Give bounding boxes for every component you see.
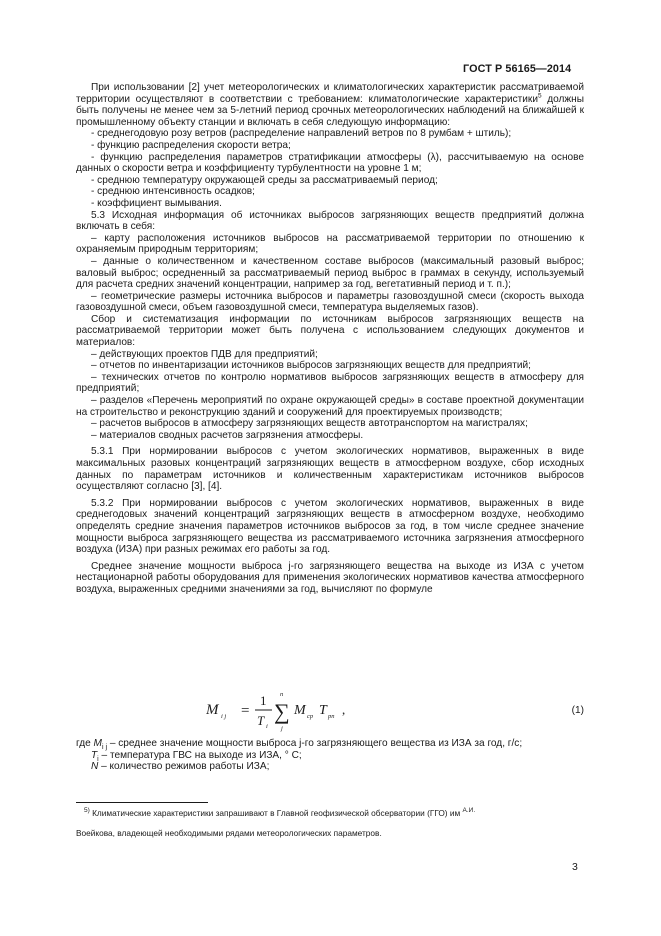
equation-number: (1): [571, 705, 584, 716]
formula-expression: [206, 689, 446, 733]
legend-text: – количество режимов работы ИЗА;: [98, 761, 270, 773]
list-item: - функцию распределения параметров стратификации атмосферы (λ), рассчитываемую на основе данных о скорости ветра и коэффициенту турбулентности на уровне 1 м;: [76, 151, 584, 175]
list-item: – данные о количественном и качественном составе выбросов (максимальный разовый выброс; валовый выброс; осредненный за рассматриваемый период выброс в граммах в секунду, используемый для расчета средних значений концентрации, например за год, вегетативный период и т. п.);: [76, 255, 584, 291]
list-item: – технических отчетов по контролю нормативов выбросов загрязняющих веществ в атмосферу для предприятий;: [76, 371, 584, 395]
footnote-separator: [76, 802, 208, 803]
legend-item: [76, 761, 584, 773]
formula-term-t-sub: pn: [328, 713, 335, 720]
paragraph-text: должны быть получены не менее чем за 5-летний период срочных метеорологических наблюдений на ближайшей к промышленному объекту станции и включать в себя следующую информацию:: [76, 93, 584, 128]
footnote-line-1: [76, 808, 592, 818]
list-item: – отчетов по инвентаризации источников выбросов загрязняющих веществ для предприятий;: [91, 360, 531, 372]
footnote-text: Климатические характеристики запрашивают в Главной геофизической обсерватории (ГГО) им: [92, 808, 461, 818]
paragraph-formula-intro: Среднее значение мощности выброса j-го загрязняющего вещества на выходе из ИЗА с учетом нестационарной работы оборудования для применения экологических нормативов качества атмосферного воздуха, выраженных средними значениями за год, вычисляют по формуле: [76, 560, 584, 595]
legend-item: [76, 738, 584, 750]
formula-denominator: T: [257, 713, 265, 728]
page-number: 3: [572, 861, 578, 873]
sum-sign: ∑: [274, 699, 290, 724]
paragraph-text: При использовании [2] учет метеорологических и климатологических характеристик рассматриваемой территории осуществляют в соответствии с требованием: климатологические характеристики: [76, 82, 584, 105]
legend-symbol-sub: i j: [101, 744, 108, 752]
formula-1: [76, 689, 584, 733]
section-5-3: 5.3 Исходная информация об источниках выбросов загрязняющих веществ предприятий должна включать в себя:: [76, 209, 584, 233]
formula-term-m: M: [294, 703, 306, 718]
list-item: – материалов сводных расчетов загрязнения атмосферы.: [91, 429, 364, 441]
legend-symbol-sub: i: [97, 755, 99, 763]
paragraph-sources: Сбор и систематизация информации по источникам выбросов загрязняющих веществ на рассматриваемой территории может быть получена с использованием следующих документов и материалов:: [76, 313, 584, 349]
section-5-3-1: 5.3.1 При нормировании выбросов с учетом экологических нормативов, выраженных в виде максимальных разовых концентраций загрязняющих веществ в атмосферном воздухе, сбор исходных данных по параметрам источников и количественным характеристикам источников выбросов осуществляют согласно [3], [4].: [76, 446, 584, 493]
section-5-3-2: 5.3.2 При нормировании выбросов с учетом экологических нормативов, выраженных в виде среднегодовых значений концентраций загрязняющих веществ в атмосферном воздухе, необходимо определять средние значения параметров источников выбросов за год, в том числе среднее значение мощности выброса загрязняющего вещества из рассматриваемого источника загрязнения атмосферного воздуха (ИЗА) при разных режимах его работы за год.: [76, 497, 584, 556]
legend-prefix: где: [76, 738, 94, 749]
legend-symbol: M: [93, 738, 102, 749]
formula-legend: [76, 738, 584, 773]
formula-lhs-sub: i j: [221, 713, 227, 720]
list-item: - коэффициент вымывания.: [91, 197, 222, 209]
paragraph-intro: [76, 82, 584, 128]
legend-text: – температура ГВС на выходе из ИЗА, ° С;: [98, 749, 302, 761]
legend-symbol: T: [91, 749, 98, 761]
list-item: – действующих проектов ПДВ для предприятий;: [91, 348, 318, 360]
sum-upper-limit: n: [280, 691, 284, 698]
footnote-marker: 5): [84, 807, 90, 815]
formula-denominator-sub: i: [266, 723, 268, 730]
legend-symbol: N: [91, 761, 99, 773]
formula-comma: ,: [342, 702, 346, 717]
list-item: – разделов «Перечень мероприятий по охране окружающей среды» в составе проектной документации на строительство и реконструкцию зданий и сооружений для проектируемых производств;: [76, 395, 584, 418]
standard-designation: ГОСТ Р 56165—2014: [463, 63, 572, 75]
formula-term-m-sub: cp: [307, 713, 314, 720]
formula-numerator: 1: [260, 693, 267, 708]
formula-equals: =: [241, 703, 250, 719]
formula-term-t: T: [319, 703, 327, 718]
list-item: – карту расположения источников выбросов на рассматриваемой территории по отношению к охраняемым природным территориям;: [76, 232, 584, 256]
document-body: [76, 82, 584, 596]
list-item: – расчетов выбросов в атмосферу загрязняющих веществ автотранспортом на магистралях;: [91, 418, 528, 430]
footnote-text-tail: А.И.: [462, 807, 476, 815]
sum-lower-limit: j: [281, 725, 283, 732]
list-item: - среднюю интенсивность осадков;: [91, 186, 255, 198]
list-item: – геометрические размеры источника выбросов и параметры газовоздушной смеси (скорость выхода газовоздушной смеси, объем газовоздушной смеси, температура выделяемых газов).: [76, 290, 584, 314]
legend-item: [76, 750, 584, 762]
list-item: - среднюю температуру окружающей среды за рассматриваемый период;: [91, 174, 438, 186]
footnote-reference: 5: [537, 92, 542, 100]
footnote-line-2: Воейкова, владеющей необходимыми рядами метеорологических параметров.: [76, 828, 382, 838]
list-item: - функцию распределения скорости ветра;: [91, 139, 291, 151]
formula-lhs: M: [206, 702, 219, 718]
legend-text: – среднее значение мощности выброса j-го загрязняющего вещества из ИЗА за год, г/с;: [107, 738, 523, 749]
list-item: - среднегодовую розу ветров (распределение направлений ветров по 8 румбам + штиль);: [91, 128, 512, 140]
